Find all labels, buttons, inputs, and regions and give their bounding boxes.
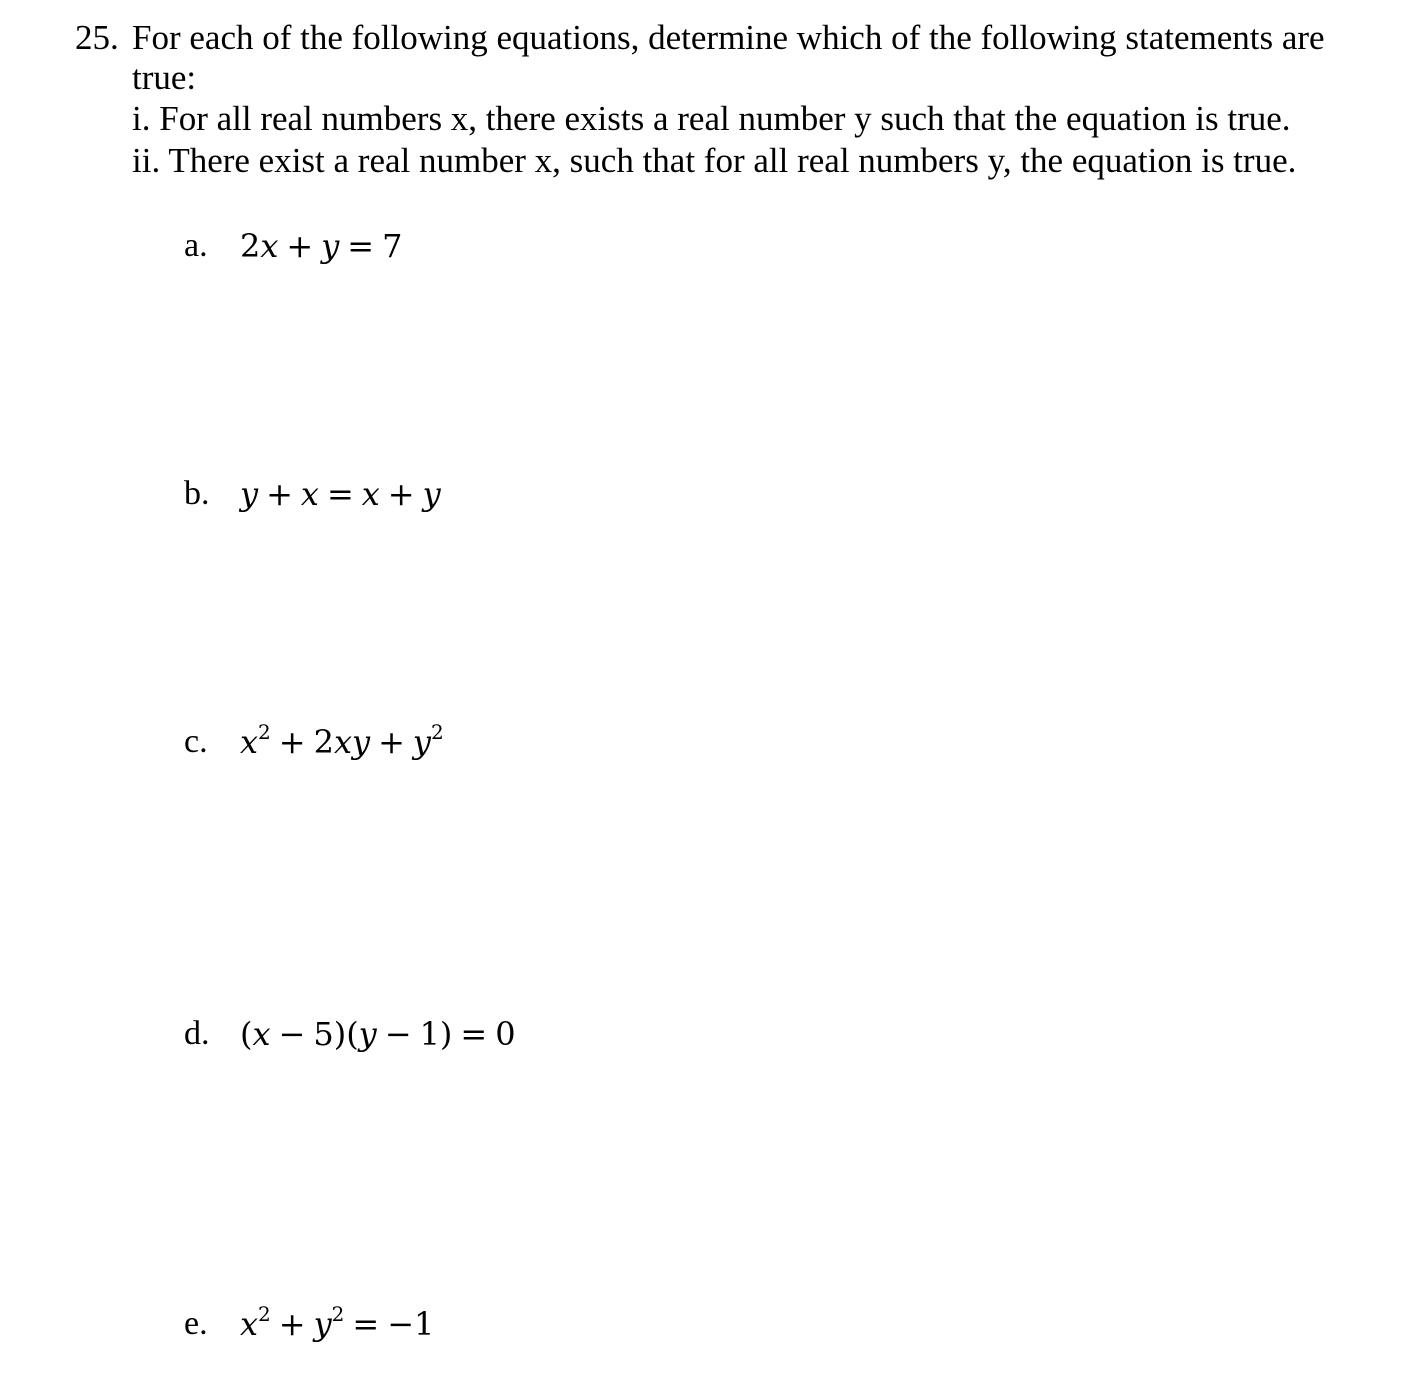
statement-i: i. For all real numbers x, there exists a real number y such that the equation is true. xyxy=(132,99,1291,138)
equation: $x^2 + 2xy + y^2$ xyxy=(240,720,444,761)
equation: (x − 5)(y − 1) = 0 xyxy=(240,1015,516,1053)
item-label: c. xyxy=(184,723,208,760)
statement-ii: ii. There exist a real number x, such that for all real numbers y, the equation is true. xyxy=(132,141,1297,180)
item-label: e. xyxy=(184,1305,208,1342)
equation: 2x + y = 7 xyxy=(240,227,403,265)
item-label: d. xyxy=(184,1015,210,1052)
item-label: a. xyxy=(184,227,208,264)
item-label: b. xyxy=(184,475,210,512)
question-text-line-2: true: xyxy=(132,58,197,97)
equation: y + x = x + y xyxy=(240,475,441,513)
equation: $x^2 + y^2 = -1$ xyxy=(240,1302,435,1343)
question-number: 25. xyxy=(75,18,119,57)
question-text-line-1: For each of the following equations, determine which of the following statements are xyxy=(132,18,1325,57)
